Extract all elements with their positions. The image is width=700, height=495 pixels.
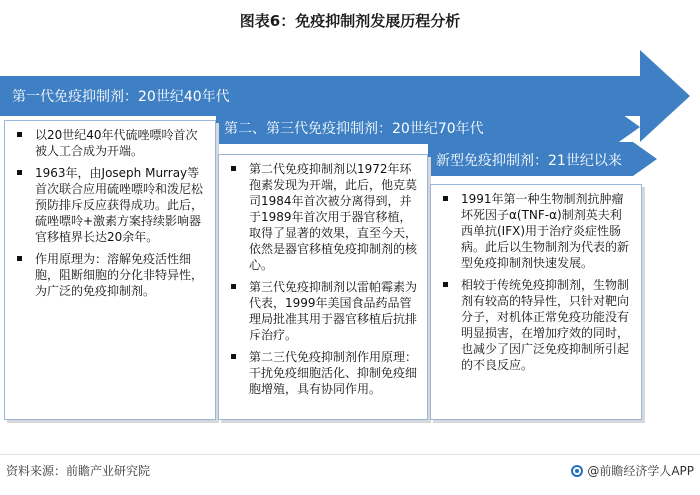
gen2-bullet: 第二三代免疫抑制剂作用原理：干扰免疫细胞活化、抑制免疫细胞增殖，具有协同作用。: [227, 349, 419, 397]
gen3-band-arrow: [633, 142, 657, 176]
gen2-bullet: 第二代免疫抑制剂以1972年环孢素发现为开端，此后，他克莫司1984年首次被分离得到，并于1989年首次用于器官移植，取得了显著的效果，直至今天，依然是器官移植免疫抑制剂的核心。: [227, 161, 419, 273]
gen1-bullet: 1963年，由Joseph Murray等首次联合应用硫唑嘌呤和泼尼松预防排斥反应获得成功。此后，硫唑嘌呤+激素方案持续影响器官移植界长达20余年。: [13, 165, 207, 245]
brand-logo-icon: [571, 465, 583, 477]
gen1-bullet: 作用原理为：溶解免疫活性细胞，阻断细胞的分化非特异性，为广泛的免疫抑制剂。: [13, 251, 207, 299]
gen2-bullet: 第三代免疫抑制剂以雷帕霉素为代表，1999年美国食品药品管理局批准其用于器官移植后抗排斥治疗。: [227, 279, 419, 343]
source-note: 资料来源：前瞻产业研究院: [6, 464, 151, 478]
gen1-label: 第一代免疫抑制剂：20世纪40年代: [12, 89, 230, 105]
timeline-arrow-head: [640, 50, 690, 142]
gen3-bullet: 相较于传统免疫抑制剂，生物制剂有较高的特异性，只针对靶向分子，对机体正常免疫功能没有明显损害，在增加疗效的同时，也减少了因广泛免疫抑制所引起的不良反应。: [439, 277, 633, 373]
gen3-panel: [430, 184, 642, 420]
gen2-panel: [218, 154, 428, 420]
brand-text: @前瞻经济学人APP: [587, 464, 694, 478]
chart-title: 图表6：免疫抑制剂发展历程分析: [239, 12, 461, 30]
gen2-band-arrow: [616, 110, 640, 144]
gen3-bullet: 1991年第一种生物制剂抗肿瘤坏死因子α(TNF-α)制剂英夫利西单抗(IFX)用于治疗炎症性肠病。此后以生物制剂为代表的新型免疫抑制剂快速发展。: [439, 191, 633, 271]
gen2-label: 第二、第三代免疫抑制剂：20世纪70年代: [224, 121, 484, 137]
brand-credit: [571, 462, 694, 479]
gen1-panel: [4, 120, 216, 420]
gen3-label: 新型免疫抑制剂：21世纪以来: [436, 153, 622, 169]
footer-divider: [0, 454, 700, 455]
gen1-bullet: 以20世纪40年代硫唑嘌呤首次被人工合成为开端。: [13, 127, 207, 159]
